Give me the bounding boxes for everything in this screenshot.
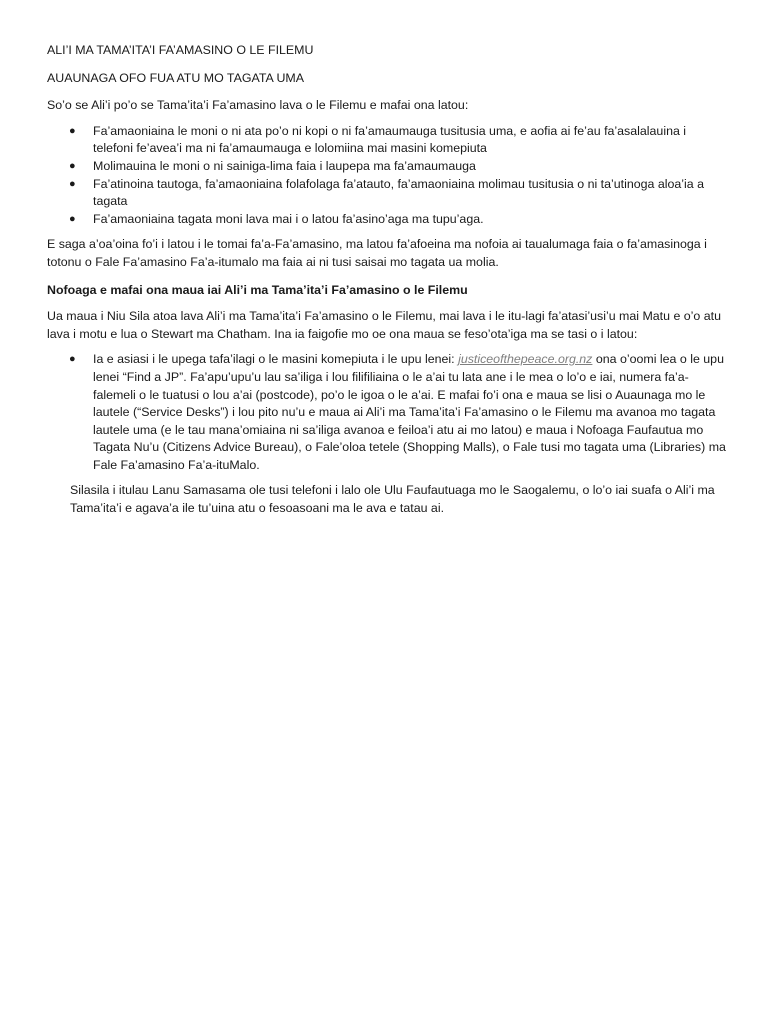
list-item <box>47 123 727 158</box>
list-item <box>47 158 727 176</box>
document-title: ALI’I MA TAMA’ITA’I FA’AMASINO O LE FILEMU <box>47 43 314 57</box>
section-heading: Nofoaga e mafai ona maua iai Ali’i ma Tama’ita’i Fa’amasino o le Filemu <box>47 282 468 297</box>
bullet-icon: ● <box>69 124 76 137</box>
court-paragraph: E saga a’oa’oina fo’i i latou i le tomai fa’a-Fa’amasino, ma latou fa’afoeina ma nofoia ai taualumaga faia o fa’amasinoga i totonu o Fale Fa’amasino Fa’a-itumalo ma faia ai ni tusi saisai mo tagata ua molia. <box>47 237 707 269</box>
intro-paragraph: So’o se Ali’i po’o se Tama’ita’i Fa’amasino lava o le Filemu e mafai ona latou: <box>47 98 469 113</box>
bullet-icon: ● <box>69 353 76 366</box>
document-subtitle: AUAUNAGA OFO FUA ATU MO TAGATA UMA <box>47 70 305 85</box>
list-item-text: Molimauina le moni o ni sainiga-lima faia i laupepa ma fa’amaumauga <box>93 158 476 173</box>
bullet-icon: ● <box>69 212 76 225</box>
closing-paragraph: Silasila i itulau Lanu Samasama ole tusi telefoni i lalo ole Ulu Faufautuaga mo le Saogalemu, o lo’o iai suafa o Ali’i ma Tama’ita’i e agava’a ile tu’uina atu o fesoasoani ma le ava e tatau ai. <box>70 483 715 516</box>
document-page <box>47 42 727 518</box>
list-item <box>47 176 727 211</box>
list-item <box>47 211 727 229</box>
find-text-before-link: Ia e asiasi i le upega tafa’ilagi o le masini komepiuta i le upu lenei: <box>93 352 459 367</box>
website-link[interactable]: justiceofthepeace.org.nz <box>458 352 593 367</box>
find-list <box>47 351 727 474</box>
bullet-icon: ● <box>69 177 76 190</box>
list-item-text: Fa’atinoina tautoga, fa’amaoniaina folafolaga fa’atauto, fa’amaoniaina molimau tusitusia o ni ta’utinoga aloa’ia a tagata <box>93 176 704 209</box>
list-item <box>47 351 727 474</box>
section-paragraph: Ua maua i Niu Sila atoa lava Ali’i ma Tama’ita’i Fa’amasino o le Filemu, mai lava i le itu-lagi fa’atasi’usi’u mai Matu e o’o atu lava i motu e lua o Stewart ma Chatham. Ina ia faigofie mo oe ona maua se feso’ota’iga ma se tasi o i latou: <box>47 309 721 341</box>
list-item-text: Fa’amaoniaina tagata moni lava mai i o latou fa’asino’aga ma tupu’aga. <box>93 211 484 226</box>
list-item-text: Fa’amaoniaina le moni o ni ata po’o ni kopi o ni fa’amaumauga tusitusia uma, e aofia ai fe’au fa’asalalauina i telefoni fe’avea’i ma ni fa’amaumauga e lolomiina mai masini komepiuta <box>93 123 687 156</box>
duties-list <box>47 123 727 229</box>
bullet-icon: ● <box>69 159 76 172</box>
find-text-after-link: ona o’oomi lea o le upu lenei “Find a JP”. Fa’apu’upu’u lau sa’iliga i lou filifiliaina o le a’ai tu lata ane i le mea o lo’o e iai, numera fa’a-falemeli o le tuatusi o lou a’ai (postcode), po’o le igoa o le a’ai. E mafai fo’i ona e maua se lisi o Auaunaga mo le lautele (“Service Desks”) i lou pito nu’u e maua ai Ali’i ma Tama’ita’i Fa’amasino o le Filemu ma avanoa mo tagata lautele uma (e le tau mana’omiaina ni sa’iliga avanoa e feiloa’i atu ai mo latou) e maua i Nofoaga Faufautua mo Tagata Nu’u (Citizens Advice Bureau), o Fale’oloa tetele (Shopping Malls), o Fale tusi mo tagata uma (Libraries) ma Fale Fa’amasino Fa’a-ituMalo. <box>93 352 726 472</box>
